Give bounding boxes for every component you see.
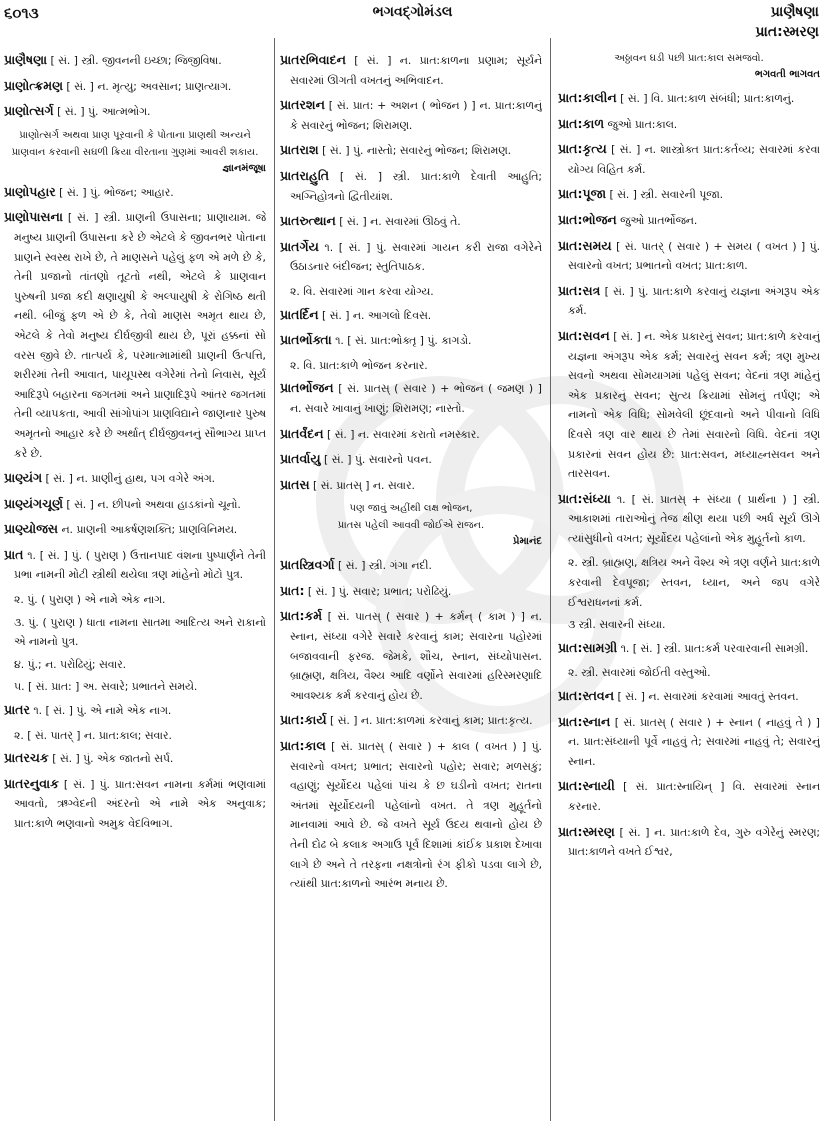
definition: [ સં. ] સ્ત્રી. પ્રાણની ઉપાસના; પ્રાણાયામ. જે મનુષ્ય પ્રાણની ઉપાસના કરે છે એટલે કે જીવનભર પોતાના પ્રાણને સ્વસ્થ રાખે છે, તે માણસને પહેલું ફળ એ મળે છે કે, તેની પ્રજાનો તાંતણો તૂટતો નથી, એટલે કે પ્રાણવાન પુરુષની પ્રજા કદી ક્ષણાયુષી કે અલ્પાયુષી કે રોગિષ્ઠ થતી નથી. બીજું ફળ એ છે કે, તેવો માણસ અમૃત થાય છે, એટલે કે તેવો મનુષ્ય દીર્ઘજીવી થાય છે, પૂરાં હક્કનાં સો વરસ જીવે છે. તાત્પર્ય કે, પરમાત્મામાંથી પ્રાણની ઉત્પત્તિ, શરીરમાં તેની આવાત, પાયૂપસ્થ વગેરેમાં તેનો નિવાસ, સૂર્ય આદિરૂપે બહારના જગતમાં અને પ્રાણાદિરૂપે આંતર જગતમાં તેની વ્યાપકતા, આવી સાંગોપાંગ પ્રાણવિદ્યાને જાણનાર પુરુષ અમૃતનો આહાર કરે છે અર્થાત્ દીર્ઘજીવનનું સૌભાગ્ય પ્રાપ્ત કરે છે. bbox=[14, 211, 266, 460]
guide-word-last: પ્રાત:સ્મરણ bbox=[755, 24, 819, 40]
definition: [ સં. ] પું. સવારનો પવન. bbox=[324, 453, 432, 467]
dictionary-entry bbox=[280, 140, 542, 161]
sense: ૩ સ્ત્રી. સવારની સંધ્યા. bbox=[568, 618, 666, 632]
definition: [ સં. પ્રાત: + અશન ( ભોજન ) ] ન. પ્રાત:કાળનું કે સવારનું ભોજન; શિરામણ. bbox=[290, 99, 542, 132]
sense: ૪. પું.; ન. પરોઢિયું; સવાર. bbox=[14, 657, 127, 671]
definition: [ સં. ] પું. ભોજન; આહાર. bbox=[59, 185, 174, 199]
dictionary-columns bbox=[0, 50, 825, 1121]
headword: પ્રાત:સમય bbox=[558, 237, 612, 253]
definition: ૧. [ સં. પ્રાત:ભોક્તૃ ] પું. કાગડો. bbox=[335, 334, 472, 348]
headword: પ્રાત:સ્નાયી bbox=[558, 778, 615, 794]
definition: [ સં. ] ન. આગલો દિવસ. bbox=[322, 308, 432, 322]
guide-word-first: પ્રાણૈષણા bbox=[770, 4, 819, 20]
running-title: ભગવદ્ગોમંડલ bbox=[372, 4, 453, 20]
headword: પ્રાતરાશ bbox=[280, 142, 319, 158]
definition: [ સં. ] ન. સવારમાં ઊઠવું તે. bbox=[339, 215, 461, 229]
definition: [ સં. ] ન. મૃત્યુ; અવસાન; પ્રાણત્યાગ. bbox=[66, 79, 232, 93]
quotation-source: પ્રેમાનંદ bbox=[512, 536, 542, 548]
definition: [ સં. ] ન. પ્રાત:કાળમાં કરવાનું કામ; પ્રાત:કૃત્ય. bbox=[330, 714, 533, 728]
dictionary-entry bbox=[4, 182, 266, 203]
headword: પ્રાતર્ગેય bbox=[280, 238, 319, 254]
definition: [ સં. ] સ્ત્રી. જીવનની ઇચ્છા; જિજીવિષા. bbox=[50, 54, 222, 67]
dictionary-entry bbox=[280, 166, 542, 206]
headword: પ્રાતરશન bbox=[280, 97, 325, 113]
headword: પ્રાત:ભોજન bbox=[558, 211, 617, 227]
dictionary-entry bbox=[4, 700, 266, 721]
headword: પ્રાતરાહુતિ bbox=[280, 167, 329, 183]
sense: ૨. વિ. સવારમાં ગાન કરવા યોગ્ય. bbox=[290, 284, 434, 298]
dictionary-entry bbox=[280, 424, 542, 445]
definition: [ સં. ] વિ. પ્રાત:કાળ સંબંધી; પ્રાત:કાળનું. bbox=[620, 92, 795, 105]
dictionary-entry bbox=[558, 139, 820, 179]
definition: [ સં. ] ન. એક પ્રકારનું સવન; પ્રાત:કાળે કરવાનું યજ્ઞના અંગરૂપ એક કર્મ; સવારનું સવન કર્મ; ત્રણ મુખ્ય સવનો અથવા સોમયાગમાં પહેલું સવન; વેદનાં ત્રણ માંહેનું એક પ્રકારનું સવન; સુત્ય ક્રિયામાં સોમનું તર્પણ; એ નામનો એક વિધિ; સોમવેલી છૂંદવાનો અને પીવાનો વિધિ દિવસે ત્રણ વાર થાય છે તેમાં સવારનો વિધિ. વેદનાં ત્રણ પ્રકારનાં સવન હોય છે: પ્રાત:સવન, મધ્યાહ્નસવન અને તારસવન. bbox=[568, 329, 820, 481]
dictionary-entry bbox=[4, 519, 266, 540]
sense: ૨. સ્ત્રી. બ્રાહ્મણ, ક્ષત્રિય અને વૈશ્ય એ ત્રણ વર્ણને પ્રાત:કાળે કરવાની દેવપૂજા; સ્તવન, ધ્યાન, અને જપ વગેરે ઈશ્વરાધનનાં કર્મ. bbox=[568, 556, 820, 609]
headword: પ્રાત:સામગ્રી bbox=[558, 639, 618, 655]
quotation-source: જ્ઞાનમંજૂષા bbox=[222, 162, 266, 174]
definition: [ સં. પાતર્ ( સવાર ) + સમય ( વખત ) ] પું. સવારનો વખત; પ્રભાતનો વખત; પ્રાત:કાળ. bbox=[568, 239, 820, 273]
headword: પ્રાત:કાલીન bbox=[558, 90, 617, 105]
dictionary-entry bbox=[4, 774, 266, 834]
dictionary-entry bbox=[4, 207, 266, 463]
definition: [ સં. ] ન. છીપનો અથવા હાડકાંનો ચૂનો. bbox=[66, 497, 241, 511]
headword: પ્રાણૈષણા bbox=[4, 52, 48, 67]
definition: [ સં. ] સ્ત્રી. પ્રાત:કાળે દેવાતી આહુતિ; અગ્નિહોત્રનો દ્વિતીયાંશ. bbox=[290, 169, 542, 203]
headword: પ્રાતર્વંદન bbox=[280, 425, 324, 441]
definition: જુઓ પ્રાત:કાલ. bbox=[607, 117, 678, 131]
definition: [ સં. પ્રાત:સ્નાયિન્ ] વિ. સવારમાં સ્નાન કરનાર. bbox=[568, 780, 820, 813]
definition: [ સં. પાતસ્ ( સવાર ) + કર્મન્ ( કામ ) ] ન. સ્નાન, સંધ્યા વગેરે સવારે કરવાનું કામ; સવારના પહોરમાં બજાવવાની ફરજ. જેમકે, શૌચ, સ્નાન, સંધ્યોપાસન. બ્રાહ્મણ, ક્ષત્રિય, વૈશ્ય આદિ વર્ણોને સવારમાં હરિસ્મરણાદિ આવશ્યક કર્મ કરવાનું હોય છે. bbox=[290, 610, 542, 702]
dictionary-entry bbox=[558, 489, 820, 549]
definition: ૧. [ સં. ] પું. એ નામે એક નાગ. bbox=[33, 704, 172, 718]
definition: ૧. [ સં. ] સ્ત્રી. પ્રાત:કર્મ પરવારવાની સામગ્રી. bbox=[620, 641, 809, 655]
definition: ૧. [ સં. પ્રાતસ્ + સંધ્યા ( પ્રાર્થના ) ] સ્ત્રી. આકાશમાં તારાઓનું તેજ ક્ષીણ થયા પછી અર્ધ સૂર્ય ઊગે ત્યાંસુધીનો વખત; સૂર્યોદય પહેલાંનો એક મુહૂર્તનો કાળ. bbox=[568, 492, 820, 545]
definition: [ સં. પ્રાતસ્ ] ન. સવાર. bbox=[313, 478, 415, 492]
headword: પ્રાત:પૂજા bbox=[558, 186, 607, 202]
dictionary-entry bbox=[280, 95, 542, 135]
quotation-line: પ્રાતસ પહેલી આવવી જોઈએ રાજન. bbox=[337, 520, 485, 532]
dictionary-entry bbox=[558, 712, 820, 772]
headword: પ્રાત:કાળ bbox=[558, 115, 605, 131]
quotation-line: પ્રાણોત્સર્ગ અથવા પ્રાણ પૂરવાની કે પોતાના પ્રાણથી અન્યને પ્રાણવાન કરવાની સઘળી ક્રિયા વીરતાના ગુણમાં આવરી શકાય. bbox=[11, 129, 259, 158]
definition: [ સં. ] સ્ત્રી. સવારની પૂજા. bbox=[609, 188, 723, 202]
headword: પ્રાત:સ્નાન bbox=[558, 713, 611, 729]
quotation-line: પણ જાવું અહીંથી લક્ષ ભોજન, bbox=[349, 503, 473, 515]
dictionary-entry bbox=[280, 50, 542, 90]
definition: જુઓ પ્રાતર્ભોજન. bbox=[620, 213, 698, 227]
headword: પ્રાત:કાલ bbox=[280, 738, 326, 754]
dictionary-entry bbox=[280, 449, 542, 470]
dictionary-entry bbox=[558, 638, 820, 659]
dictionary-entry bbox=[558, 822, 820, 862]
sense: ૨. [ સં. પાતર્ ] ન. પ્રાત:કાલ; સવાર. bbox=[14, 728, 172, 742]
dictionary-entry bbox=[280, 330, 542, 351]
dictionary-entry bbox=[558, 281, 820, 321]
headword: પ્રાત: bbox=[280, 582, 305, 598]
headword: પ્રાણ્યંગચૂર્ણ bbox=[4, 495, 63, 511]
dictionary-entry bbox=[4, 545, 266, 585]
definition: [ સં. ] ન. શાસ્ત્રોક્ત પ્રાત:કર્તવ્ય; સવારમાં કરવા યોગ્ય વિહિત કર્મ. bbox=[568, 143, 820, 176]
dictionary-entry bbox=[558, 776, 820, 816]
dictionary-entry bbox=[4, 494, 266, 515]
dictionary-entry bbox=[280, 211, 542, 232]
definition: [ સં. ] ન. સવારમાં કરવામાં આવતું સ્તવન. bbox=[617, 690, 799, 704]
dictionary-entry bbox=[280, 710, 542, 731]
column-1 bbox=[4, 50, 266, 1121]
headword: પ્રાતસ્ત્રિવર્ગા bbox=[280, 557, 335, 573]
guide-words bbox=[755, 2, 819, 42]
page-number: ૬૦૧૩ bbox=[4, 4, 39, 22]
headword: પ્રાતર્દિન bbox=[280, 306, 319, 322]
headword: પ્રાણોપહાર bbox=[4, 183, 56, 199]
page-header bbox=[0, 0, 825, 48]
dictionary-entry bbox=[280, 305, 542, 326]
dictionary-entry bbox=[558, 236, 820, 276]
definition: [ સં. ] ન. પ્રાત:કાળના પ્રણામ; સૂર્યને સવારમાં ઊગતી વખતનું અભિવાદન. bbox=[290, 54, 542, 87]
dictionary-entry bbox=[280, 378, 542, 418]
definition: [ સં. ] પું. આત્મભોગ. bbox=[57, 105, 151, 119]
dictionary-entry bbox=[280, 237, 542, 277]
dictionary-entry bbox=[280, 736, 542, 894]
definition: ન. પ્રાણની આકર્ષણશક્તિ; પ્રાણવિનિમય. bbox=[61, 523, 238, 537]
quotation-line: અઠ્ઠાવન ઘડી પછી પ્રાત:કાલ સમજવો. bbox=[614, 53, 764, 64]
definition: [ સં. પ્રાતસ્ ( સવાર ) + સ્નાન ( નાહવું તે ) ] ન. પ્રાત:સંધ્યાની પૂર્વે નાહવું તે; સવારમાં નાહવું તે; સવારનું સ્નાન. bbox=[568, 715, 820, 768]
headword: પ્રાતરનુવાક bbox=[4, 775, 59, 791]
dictionary-entry bbox=[4, 468, 266, 489]
headword: પ્રાત:સ્તવન bbox=[558, 688, 615, 704]
headword: પ્રાણ્યંગ bbox=[4, 470, 43, 486]
definition: ૧. [ સં. ] પું. સવારમાં ગાયન કરી રાજા વગેરેને ઉઠાડનાર બંદીજન; સ્તુતિપાઠક. bbox=[290, 240, 542, 274]
dictionary-entry bbox=[280, 606, 542, 705]
quotation-source: ભગવતી ભાગવત bbox=[754, 69, 820, 80]
headword: પ્રાતર્ભોક્તા bbox=[280, 332, 332, 348]
definition: [ સં. પ્રાતસ્ ( સવાર ) + કાલ ( વખત ) ] પું. સવારનો વખત; પ્રભાત; સવારનો પહોર; સવાર; મળસકું; વહાણું; સૂર્યોદય પહેલાં પાંચ કે છ ઘડીનો વખત; રાતના અંતમાં સૂર્યોદયની પહેલાંનો વખત. તે ત્રણ મુહૂર્તનો માનવામાં આવે છે. જે વખતે સૂર્ય ઉદય થવાનો હોય છે તેની દોઢ બે કલાક અગાઉ પૂર્વ દિશામાં કાંઈક પ્રકાશ દેખાવા લાગે છે અને તે તરફના નક્ષત્રોનો રંગ ફીકો પડવા લાગે છે, ત્યાંથી પ્રાત:કાળનો આરંભ મનાય છે. bbox=[290, 740, 542, 891]
sense: ૨. પું. ( પુરાણ ) એ નામે એક નાગ. bbox=[14, 593, 166, 607]
definition: [ સં. ] સ્ત્રી. ગંગા નદી. bbox=[338, 559, 432, 573]
headword: પ્રાત:કાર્ય bbox=[280, 712, 327, 728]
column-3 bbox=[558, 50, 820, 1121]
definition: [ સં. ] પું. સવાર; પ્રભાત; પરોઢિયું. bbox=[307, 584, 452, 598]
sense: ૩. પું. ( પુરાણ ) ધાતા નામના સાતમા આદિત્ય અને રાકાનો એ નામનો પુત્ર. bbox=[14, 615, 266, 649]
definition: [ સં. ] ન. પ્રાત:કાળે દેવ, ગુરુ વગેરેનું સ્મરણ; પ્રાત:કાળને વખતે ઈશ્વર, bbox=[568, 825, 820, 859]
headword: પ્રાત:સવન bbox=[558, 327, 610, 343]
dictionary-entry bbox=[558, 88, 820, 109]
dictionary-entry bbox=[4, 76, 266, 97]
dictionary-entry bbox=[4, 50, 266, 71]
definition: ૧. [ સં. ] પું. ( પુરાણ ) ઉત્તાનપાદ વંશના પુષ્પાર્ણને તેની પ્રભા નામની મોટી સ્ત્રીથી થયેલા ત્રણ માંહેનો મોટો પુત્ર. bbox=[14, 548, 266, 582]
dictionary-entry bbox=[280, 581, 542, 602]
headword: પ્રાત:કૃત્ય bbox=[558, 141, 607, 157]
definition: [ સં. ] ન. પ્રાણીનું હાથ, પગ વગેરે અંગ. bbox=[45, 472, 216, 486]
dictionary-entry bbox=[558, 114, 820, 135]
definition: [ સં. પ્રાતસ્ ( સવાર ) + ભોજન ( જમણ ) ] ન. સવારે ખાવાનું ખાણું; શિરામણ; નાસ્તો. bbox=[290, 382, 542, 415]
definition: [ સં. ] ન. સવારમાં કરાતો નમસ્કાર. bbox=[327, 427, 480, 441]
headword: પ્રાતર્વાયુ bbox=[280, 451, 321, 467]
headword: પ્રાત bbox=[4, 546, 24, 562]
dictionary-entry bbox=[4, 101, 266, 122]
dictionary-entry bbox=[558, 184, 820, 205]
column-2 bbox=[280, 50, 542, 1121]
headword: પ્રાણોત્ક્રમણ bbox=[4, 77, 63, 93]
definition: [ સં. ] પું. પ્રાત:કાળે કરવાનું યજ્ઞના અંગરૂપ એક કર્મ. bbox=[568, 284, 820, 318]
headword: પ્રાતર્ભોજન bbox=[280, 380, 334, 396]
dictionary-entry bbox=[558, 210, 820, 231]
sense: ૨. સ્ત્રી. સવારમાં જોઈતી વસ્તુઓ. bbox=[568, 666, 711, 680]
dictionary-entry bbox=[280, 475, 542, 496]
dictionary-entry bbox=[558, 686, 820, 707]
definition: [ સં. ] પું. એક જાતનો સર્પ. bbox=[52, 752, 174, 766]
dictionary-entry bbox=[280, 555, 542, 576]
headword: પ્રાત:સત્ર bbox=[558, 282, 601, 298]
headword: પ્રાત:કર્મ bbox=[280, 608, 323, 624]
headword: પ્રાતસ bbox=[280, 476, 310, 492]
headword: પ્રાતરચક bbox=[4, 750, 49, 766]
sense: ૫. [ સં. પ્રાત: ] અ. સવારે; પ્રભાતને સમયે. bbox=[14, 680, 198, 694]
headword: પ્રાતર bbox=[4, 702, 30, 718]
headword: પ્રાત:સ્મરણ bbox=[558, 823, 615, 839]
definition: [ સં. ] પું. નાસ્તો; સવારનું ભોજન; શિરામણ. bbox=[322, 144, 512, 158]
dictionary-entry bbox=[4, 748, 266, 769]
headword: પ્રાત:સંધ્યા bbox=[558, 490, 611, 506]
headword: પ્રાતરુત્થાન bbox=[280, 213, 336, 229]
definition: [ સં. ] પું. પ્રાત:સવન નામના કર્મમાં ભણવામાં આવતો, ઋગ્વેદની અંદરનો એ નામે એક અનુવાક; પ્રાત:કાળે ભણવાનો અમુક વેદવિભાગ. bbox=[14, 777, 266, 830]
dictionary-entry bbox=[558, 326, 820, 484]
headword: પ્રાણ્યોજસ bbox=[4, 521, 59, 537]
headword: પ્રાતરભિવાદન bbox=[280, 52, 346, 67]
sense: ૨. વિ. પ્રાત:કાળે ભોજન કરનાર. bbox=[290, 358, 428, 372]
headword: પ્રાણોત્સર્ગ bbox=[4, 103, 54, 119]
headword: પ્રાણોપાસના bbox=[4, 209, 63, 225]
